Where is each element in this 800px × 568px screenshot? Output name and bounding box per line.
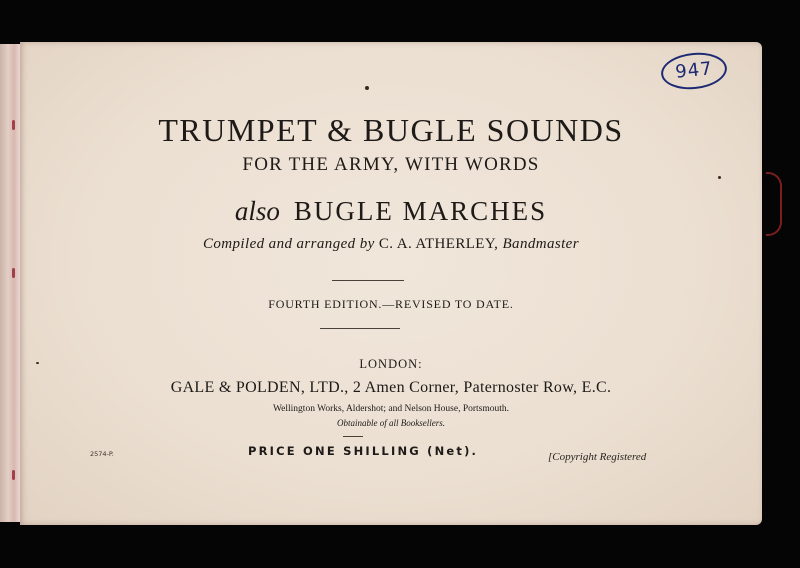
page-title: TRUMPET & BUGLE SOUNDS [158, 112, 624, 148]
copyright-notice: [Copyright Registered [548, 451, 647, 463]
marches-prefix: also [234, 196, 280, 226]
city-line: LONDON: [359, 357, 423, 371]
divider-rule [343, 436, 363, 437]
marches-title: BUGLE MARCHES [293, 196, 548, 226]
compiler-name: C. A. ATHERLEY, [378, 236, 499, 252]
compiler-line [20, 236, 762, 253]
spine-stitch [12, 470, 15, 480]
marches-heading [20, 196, 762, 227]
spine-stitch [12, 120, 15, 130]
ink-speck [718, 176, 721, 179]
edition-line: FOURTH EDITION.—REVISED TO DATE. [268, 297, 514, 311]
spine-stitch [12, 268, 15, 278]
divider-rule [332, 280, 404, 281]
print-code: 2574-P. [90, 450, 114, 458]
left-page-edge [0, 44, 20, 522]
compiler-role: Bandmaster [502, 236, 579, 252]
catalog-number-mark: 947 [659, 50, 728, 93]
subtitle: FOR THE ARMY, WITH WORDS [242, 154, 540, 175]
price-line: PRICE ONE SHILLING (Net). [248, 444, 479, 458]
ink-speck [365, 86, 369, 90]
compiler-prefix: Compiled and arranged by [203, 236, 375, 252]
divider-rule [320, 328, 400, 329]
publisher-line: GALE & POLDEN, LTD., 2 Amen Corner, Paternoster Row, E.C. [170, 379, 612, 396]
binding-thread [766, 172, 782, 236]
availability-note: Obtainable of all Booksellers. [337, 418, 445, 428]
works-address: Wellington Works, Aldershot; and Nelson House, Portsmouth. [272, 404, 510, 414]
